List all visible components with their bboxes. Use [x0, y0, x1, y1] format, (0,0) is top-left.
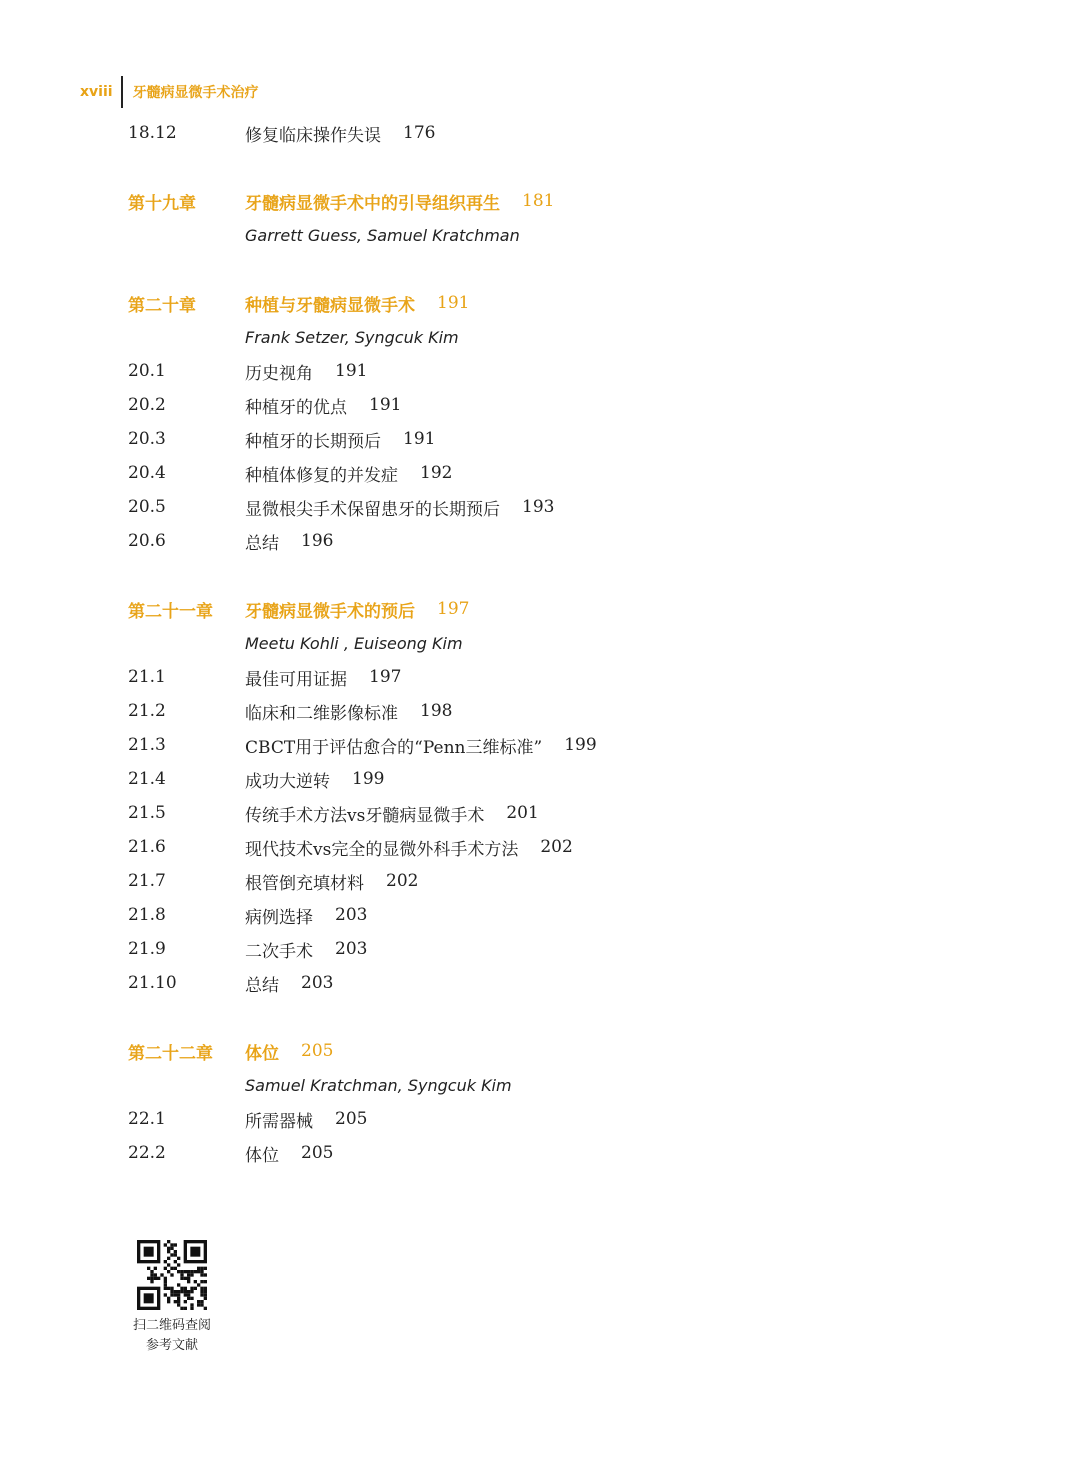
toc-number: 21.1: [128, 667, 166, 687]
toc-page-number: 191: [335, 361, 368, 381]
qr-caption: [122, 1316, 222, 1356]
toc-author-row: [128, 320, 1028, 354]
running-header: [80, 76, 259, 108]
toc-page-number: 201: [506, 803, 539, 823]
toc-number: 18.12: [128, 123, 177, 143]
toc-number: 21.6: [128, 837, 166, 857]
toc-section-row[interactable]: [128, 116, 1028, 150]
toc-section-row[interactable]: [128, 660, 1028, 694]
toc-number: 21.5: [128, 803, 166, 823]
toc-title: 总结: [245, 975, 279, 996]
toc-page-number: 198: [420, 701, 453, 721]
toc-page-number: 205: [301, 1041, 334, 1061]
toc-section-row[interactable]: [128, 422, 1028, 456]
spacer: [128, 558, 1028, 592]
toc-title: CBCT用于评估愈合的“Penn三维标准”: [245, 737, 543, 758]
toc-entry: [245, 427, 435, 452]
toc-page-number: 203: [335, 905, 368, 925]
toc-page-number: 191: [369, 395, 402, 415]
toc-page-number: 202: [386, 871, 419, 891]
toc-number: 22.1: [128, 1109, 166, 1129]
toc-number: 第十九章: [128, 193, 196, 214]
page-number: xviii: [80, 84, 113, 100]
toc-section-row[interactable]: [128, 1136, 1028, 1170]
toc-section-row[interactable]: [128, 966, 1028, 1000]
toc-number: 21.4: [128, 769, 166, 789]
toc-title: 二次手术: [245, 941, 313, 962]
toc-entry: [245, 869, 418, 894]
toc-title: 体位: [245, 1043, 279, 1064]
toc-number: 21.2: [128, 701, 166, 721]
toc-entry: [245, 971, 333, 996]
chapter-authors: Meetu Kohli , Euiseong Kim: [245, 633, 463, 653]
toc-page-number: 181: [522, 191, 555, 211]
toc-page-number: 205: [301, 1143, 334, 1163]
toc-page-number: 199: [352, 769, 385, 789]
toc-section-row[interactable]: [128, 456, 1028, 490]
toc-title: 所需器械: [245, 1111, 313, 1132]
toc-title: 显微根尖手术保留患牙的长期预后: [245, 499, 500, 520]
toc-section-row[interactable]: [128, 524, 1028, 558]
toc-number: 21.7: [128, 871, 166, 891]
toc-number: 20.1: [128, 361, 166, 381]
toc-entry: [245, 495, 554, 520]
toc-section-row[interactable]: [128, 796, 1028, 830]
toc-title: 牙髓病显微手术的预后: [245, 601, 415, 622]
toc-page-number: 191: [437, 293, 470, 313]
toc-page-number: 199: [564, 735, 597, 755]
toc-title: 历史视角: [245, 363, 313, 384]
toc-entry: [245, 665, 401, 690]
header-divider: [121, 76, 123, 108]
toc-page-number: 202: [540, 837, 573, 857]
chapter-authors: Samuel Kratchman, Syngcuk Kim: [245, 1075, 512, 1095]
toc-title: 临床和二维影像标准: [245, 703, 398, 724]
toc-entry: [245, 359, 367, 384]
spacer: [128, 150, 1028, 184]
spacer: [128, 1000, 1028, 1034]
toc-title: 体位: [245, 1145, 279, 1166]
toc-page-number: 203: [335, 939, 368, 959]
toc-section-row[interactable]: [128, 354, 1028, 388]
toc-author-row: [128, 1068, 1028, 1102]
toc-number: 20.3: [128, 429, 166, 449]
toc-chapter-row[interactable]: [128, 592, 1028, 626]
toc-entry: [245, 733, 597, 758]
toc-entry: [245, 835, 573, 860]
toc-entry: [245, 121, 435, 146]
toc-number: 21.3: [128, 735, 166, 755]
toc-number: 20.4: [128, 463, 166, 483]
toc-section-row[interactable]: [128, 898, 1028, 932]
spacer: [128, 252, 1028, 286]
toc-page-number: 176: [403, 123, 436, 143]
toc-title: 现代技术vs完全的显微外科手术方法: [245, 839, 519, 860]
toc-section-row[interactable]: [128, 1102, 1028, 1136]
toc-entry: [245, 461, 452, 486]
toc-chapter-row[interactable]: [128, 1034, 1028, 1068]
toc-number: 21.10: [128, 973, 177, 993]
toc-title: 种植与牙髓病显微手术: [245, 295, 415, 316]
toc-chapter-row[interactable]: [128, 184, 1028, 218]
toc-number: 20.6: [128, 531, 166, 551]
toc-page-number: 191: [403, 429, 436, 449]
toc-entry: [245, 291, 469, 316]
toc-number: 20.2: [128, 395, 166, 415]
toc-section-row[interactable]: [128, 864, 1028, 898]
qr-block: [122, 1240, 222, 1356]
toc-page-number: 196: [301, 531, 334, 551]
chapter-authors: Frank Setzer, Syngcuk Kim: [245, 327, 459, 347]
toc-entry: [245, 1039, 333, 1064]
toc-number: 20.5: [128, 497, 166, 517]
toc-number: 21.8: [128, 905, 166, 925]
toc-title: 种植牙的优点: [245, 397, 347, 418]
toc-page-number: 197: [369, 667, 402, 687]
toc-section-row[interactable]: [128, 388, 1028, 422]
toc-page-number: 193: [522, 497, 555, 517]
toc-section-row[interactable]: [128, 932, 1028, 966]
qr-caption-line1: 扫二维码查阅: [132, 1318, 211, 1333]
toc-title: 根管倒充填材料: [245, 873, 364, 894]
toc-entry: [245, 699, 452, 724]
toc-entry: [245, 1141, 333, 1166]
toc-page-number: 203: [301, 973, 334, 993]
toc-number: 第二十一章: [128, 601, 213, 622]
toc-author-row: [128, 626, 1028, 660]
toc-section-row[interactable]: [128, 762, 1028, 796]
toc-author-row: [128, 218, 1028, 252]
qr-caption-line2: 参考文献: [145, 1338, 198, 1353]
toc-title: 传统手术方法vs牙髓病显微手术: [245, 805, 485, 826]
toc-entry: [245, 903, 367, 928]
toc-section-row[interactable]: [128, 694, 1028, 728]
toc-entry: [245, 1107, 367, 1132]
toc-entry: [245, 393, 401, 418]
toc-page-number: 205: [335, 1109, 368, 1129]
toc-entry: [245, 597, 469, 622]
book-title: 牙髓病显微手术治疗: [132, 85, 259, 101]
toc-entry: [245, 189, 554, 214]
toc-number: 第二十章: [128, 295, 196, 316]
toc-title: 总结: [245, 533, 279, 554]
toc-title: 病例选择: [245, 907, 313, 928]
toc-section-row[interactable]: [128, 728, 1028, 762]
toc-title: 牙髓病显微手术中的引导组织再生: [245, 193, 500, 214]
toc-title: 种植牙的长期预后: [245, 431, 381, 452]
toc-title: 最佳可用证据: [245, 669, 347, 690]
qr-code-icon[interactable]: [137, 1240, 207, 1310]
toc-section-row[interactable]: [128, 830, 1028, 864]
toc-number: 第二十二章: [128, 1043, 213, 1064]
toc-section-row[interactable]: [128, 490, 1028, 524]
chapter-authors: Garrett Guess, Samuel Kratchman: [245, 225, 520, 245]
toc-chapter-row[interactable]: [128, 286, 1028, 320]
toc-entry: [245, 767, 384, 792]
toc-number: 21.9: [128, 939, 166, 959]
toc-page-number: 197: [437, 599, 470, 619]
toc-title: 修复临床操作失误: [245, 125, 381, 146]
toc-title: 成功大逆转: [245, 771, 330, 792]
toc-number: 22.2: [128, 1143, 166, 1163]
toc-entry: [245, 801, 539, 826]
toc-page-number: 192: [420, 463, 453, 483]
toc-entry: [245, 529, 333, 554]
toc-title: 种植体修复的并发症: [245, 465, 398, 486]
toc-entry: [245, 937, 367, 962]
table-of-contents: [128, 116, 1028, 1170]
